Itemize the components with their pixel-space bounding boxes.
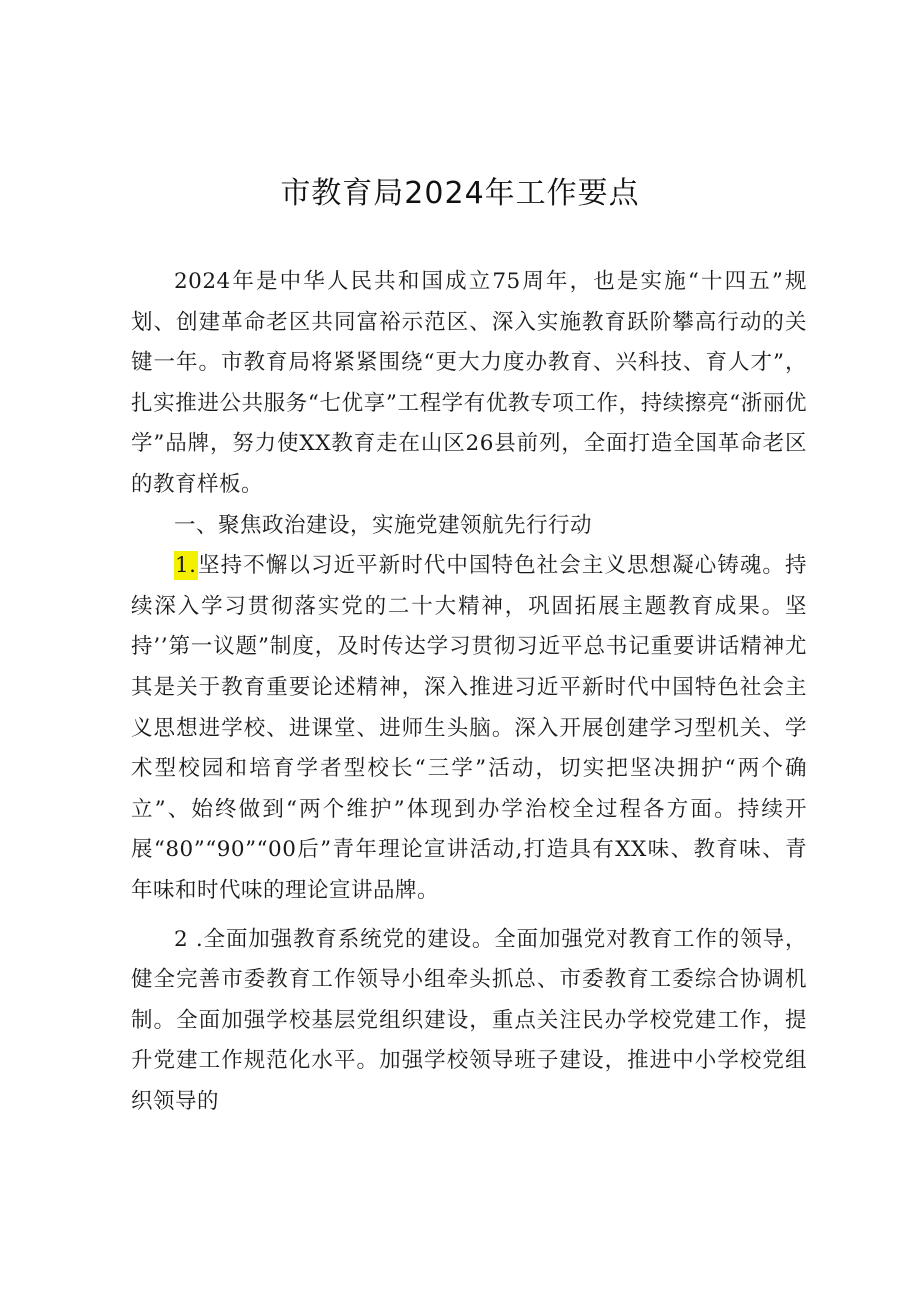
document-body [131, 262, 807, 1122]
item-2-paragraph [131, 920, 807, 1123]
intro-paragraph: 2024年是中华人民共和国成立75周年，也是实施“十四五”规划、创建革命老区共同富裕示范区、深入实施教育跃阶攀高行动的关键一年。市教育局将紧紧围绕“更大力度办教育、兴科技、育人才”，扎实推进公共服务“七优享”工程学有优教专项工作，持续擦亮“浙丽优学”品牌，努力使XX教育走在山区26县前列，全面打造全国革命老区的教育样板。 [131, 269, 807, 497]
document-title: 市教育局2024年工作要点 [280, 176, 640, 211]
item-2-number: 2 . [174, 926, 204, 952]
item-1-paragraph [131, 546, 807, 911]
section-1-heading: 一、聚焦政治建设，实施党建领航先行行动 [174, 512, 593, 538]
item-2-text: 全面加强教育系统党的建设。全面加强党对教育工作的领导，健全完善市委教育工作领导小组牵头抓总、市委教育工委综合协调机制。全面加强学校基层党组织建设，重点关注民办学校党建工作，提升党建工作规范化水平。加强学校领导班子建设，推进中小学校党组织领导的 [131, 926, 807, 1114]
item-1-text: 坚持不懈以习近平新时代中国特色社会主义思想凝心铸魂。持续深入学习贯彻落实党的二十大精神，巩固拓展主题教育成果。坚持’’第一议题”制度，及时传达学习贯彻习近平总书记重要讲话精神尤其是关于教育重要论述精神，深入推进习近平新时代中国特色社会主义思想进学校、进课堂、进师生头脑。深入开展创建学习型机关、学术型校园和培育学者型校长“三学”活动，切实把坚决拥护“两个确立”、始终做到“两个维护”体现到办学治校全过程各方面。持续开展“80”“90”“00后”青年理论宣讲活动,打造具有XX味、教育味、青年味和时代味的理论宣讲品牌。 [131, 553, 807, 903]
item-1-number-highlight: 1. [175, 553, 197, 579]
